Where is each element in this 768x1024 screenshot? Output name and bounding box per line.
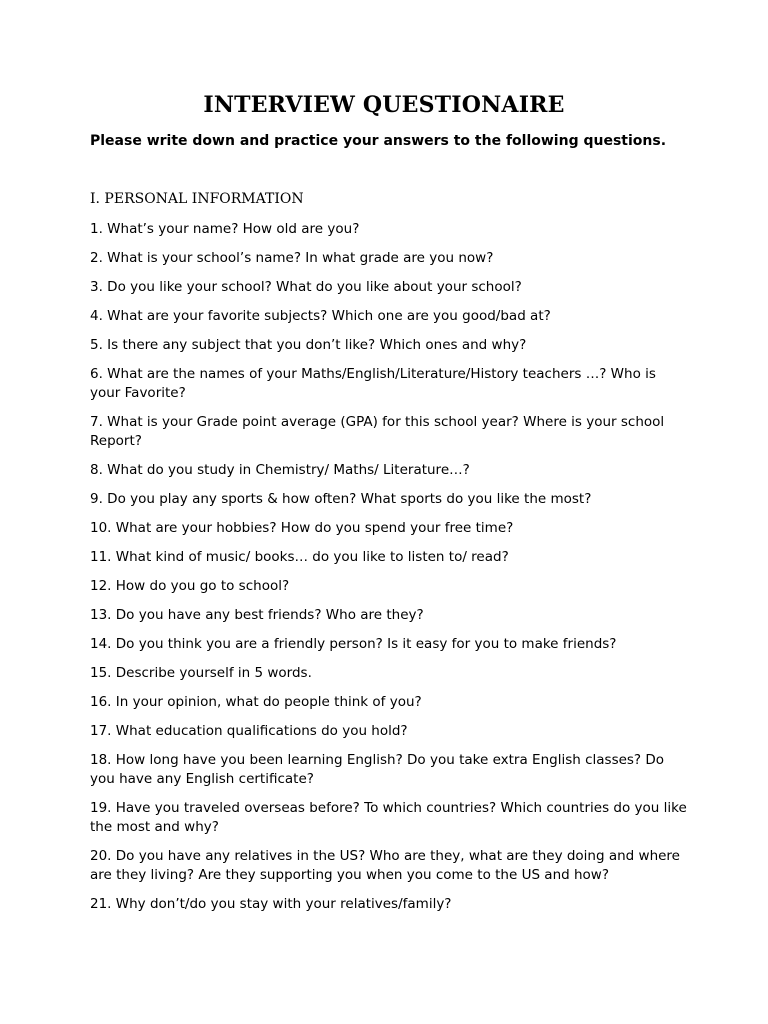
question-item: 13. Do you have any best friends? Who are they? [90,607,424,623]
question-item: 16. In your opinion, what do people think of you? [90,694,422,710]
question-item: 12. How do you go to school? [90,578,290,594]
question-item: 3. Do you like your school? What do you like about your school? [90,279,522,295]
question-item: 6. What are the names of your Maths/English/Literature/History teachers …? Who is your Favorite? [90,366,656,401]
question-item: 14. Do you think you are a friendly person? Is it easy for you to make friends? [90,636,617,652]
question-item: 4. What are your favorite subjects? Which one are you good/bad at? [90,308,551,324]
section-heading: I. PERSONAL INFORMATION [90,191,304,207]
document-instructions: Please write down and practice your answers to the following questions. [90,133,667,149]
question-item: 7. What is your Grade point average (GPA) for this school year? Where is your school Report? [90,414,665,449]
question-item: 5. Is there any subject that you don’t like? Which ones and why? [90,337,527,353]
question-item: 1. What’s your name? How old are you? [90,221,360,237]
question-item: 8. What do you study in Chemistry/ Maths/ Literature…? [90,462,470,478]
question-item: 9. Do you play any sports & how often? What sports do you like the most? [90,491,592,507]
question-item: 10. What are your hobbies? How do you spend your free time? [90,520,514,536]
question-item: 21. Why don’t/do you stay with your relatives/family? [90,896,452,912]
question-item: 19. Have you traveled overseas before? To which countries? Which countries do you like the most and why? [90,800,687,835]
question-item: 11. What kind of music/ books… do you like to listen to/ read? [90,549,509,565]
question-item: 2. What is your school’s name? In what grade are you now? [90,250,494,266]
question-item: 17. What education qualifications do you hold? [90,723,408,739]
question-item: 15. Describe yourself in 5 words. [90,665,312,681]
question-item: 18. How long have you been learning English? Do you take extra English classes? Do you have any English certificate? [90,752,665,787]
question-item: 20. Do you have any relatives in the US? Who are they, what are they doing and where are they living? Are they supporting you when you come to the US and how? [90,848,680,883]
document-title: INTERVIEW QUESTIONAIRE [203,92,565,118]
question-list [90,220,690,924]
